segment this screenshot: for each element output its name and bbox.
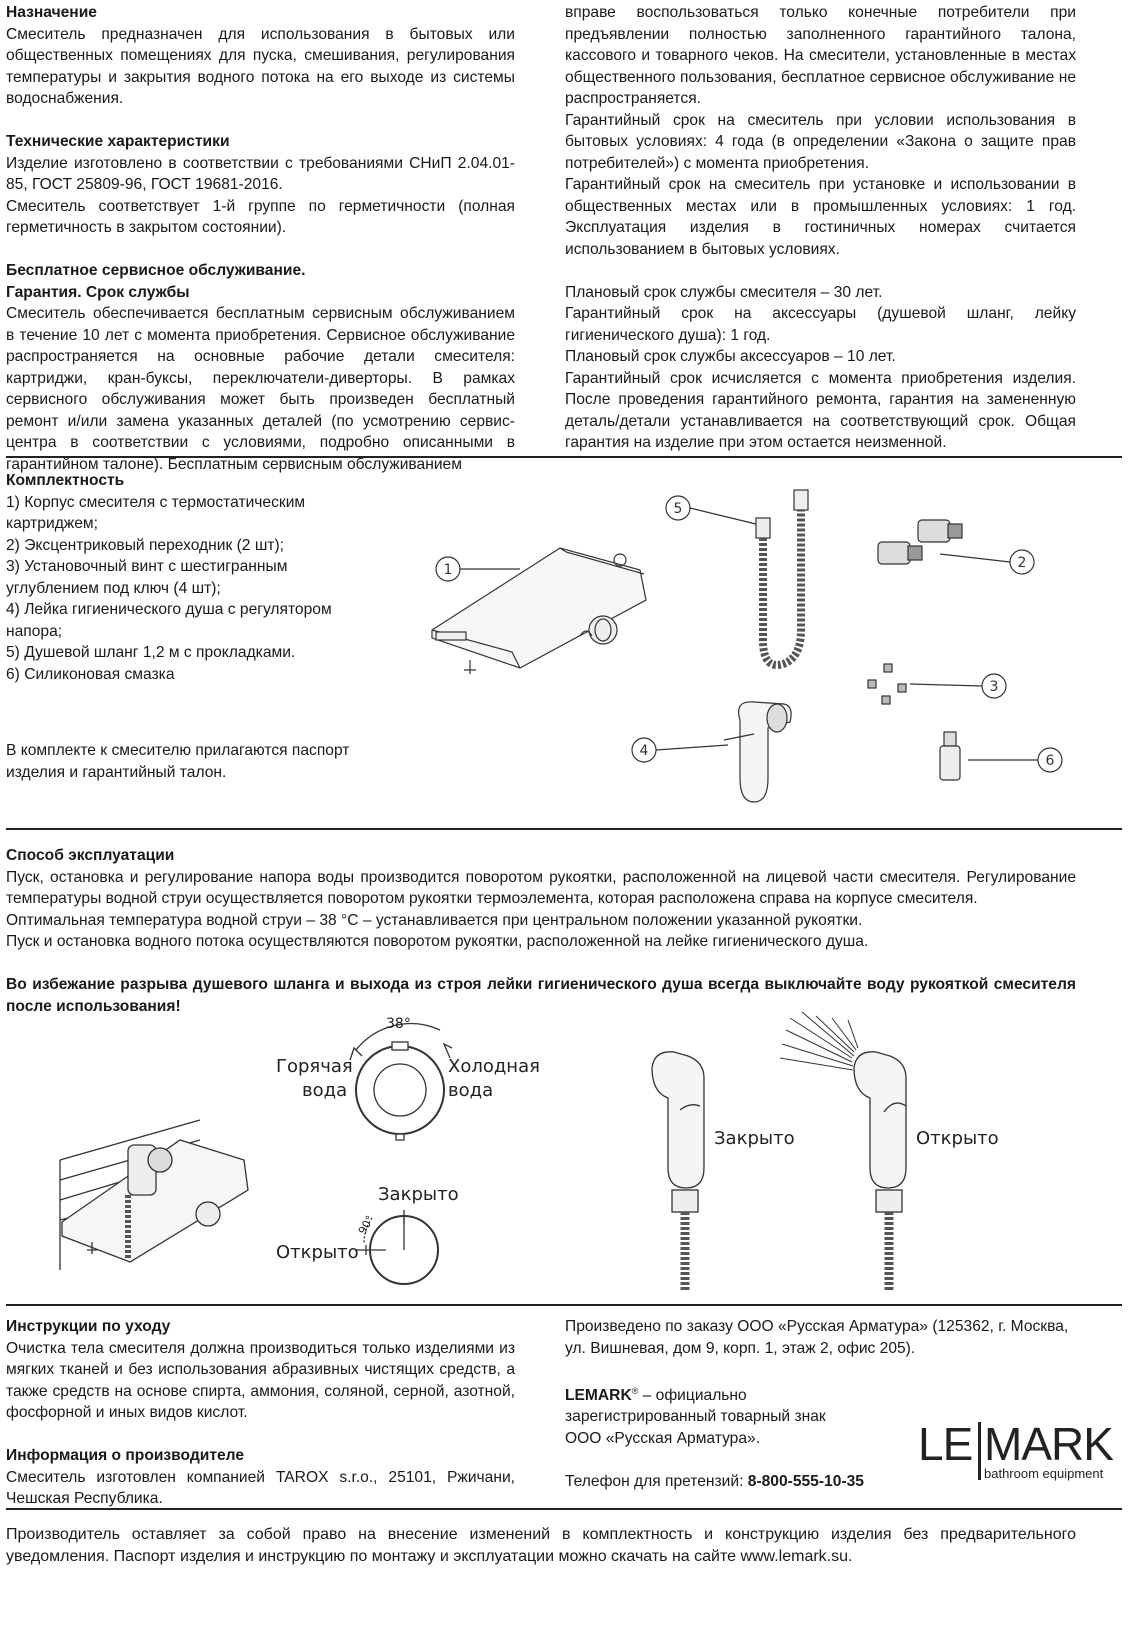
care-section — [6, 1316, 515, 1510]
warranty-p5: Гарантийный срок на аксессуары (душевой шланг, лейку гигиенического душа): 1 год. — [565, 305, 1076, 344]
usage-heading: Способ эксплуатации — [6, 847, 175, 864]
shower-closed-diagram — [652, 1052, 704, 1290]
shower-open-label: Открыто — [916, 1128, 999, 1149]
temperature-knob-diagram — [350, 1024, 452, 1140]
usage-warning: Во избежание разрыва душевого шланга и выхода из строя лейки гигиенического душа всегда выключайте воду рукояткой смесителя после использования! — [6, 976, 1076, 1015]
callout-label-6: 6 — [1045, 753, 1055, 769]
callout-label-4: 4 — [639, 743, 649, 759]
brand-reg: ® — [631, 1385, 639, 1396]
divider-4 — [6, 1508, 1122, 1510]
temp-38-label: 38° — [386, 1016, 411, 1032]
specs-line1: Изделие изготовлено в соответствии с требованиями СНиП 2.04.01-85, ГОСТ 25809-96, ГОСТ 19681-2016. — [6, 154, 515, 193]
shower-open-diagram — [780, 1012, 906, 1290]
angle-90-label: 90° — [355, 1213, 377, 1237]
care-heading: Инструкции по уходу — [6, 1318, 171, 1335]
callout-label-3: 3 — [989, 679, 999, 695]
kit-item: 5) Душевой шланг 1,2 м с прокладками. — [6, 644, 296, 661]
footer-text: Производитель оставляет за собой право на внесение изменений в комплектность и конструкцию изделия без предварительного уведомления. Паспорт изделия и инструкцию по монтажу и эксплуатации можно скачать на сайте www.lemark.su. — [6, 1526, 1076, 1565]
phone-label: Телефон для претензий: — [565, 1472, 748, 1490]
usage-text-3: Пуск и остановка водного потока осуществляются поворотом рукоятки, расположенной на лейке гигиенического душа. — [6, 933, 869, 950]
warranty-p1: вправе воспользоваться только конечные потребители при предъявлении полностью заполненного гарантийного талона, кассового и товарного чеков. На смесители, установленные в местах общественного пользования, бесплатное сервисное обслуживание не распространяется. — [565, 4, 1076, 107]
purpose-text: Смеситель предназначен для использования в бытовых или общественных помещениях для пуска, смешивания, регулирования температуры и закрытия водного потока на его выходе из системы водоснабжения. — [6, 25, 515, 107]
kit-item: 6) Силиконовая смазка — [6, 665, 175, 683]
divider-3 — [6, 1304, 1122, 1306]
logo-text-mark: MARK — [984, 1418, 1113, 1470]
kit-heading: Комплектность — [6, 472, 125, 489]
callout-label-2: 2 — [1017, 555, 1027, 571]
specs-line2: Смеситель соответствует 1-й группе по герметичности (полная герметичность в закрытом состоянии). — [6, 197, 515, 236]
cold-water-label-2: вода — [448, 1080, 494, 1101]
footer — [6, 1524, 1076, 1568]
kit-item: 4) Лейка гигиенического душа с регулятором напора; — [6, 601, 332, 640]
callout-label-5: 5 — [673, 501, 683, 517]
usage-text-2: Оптимальная температура водной струи – 38 °C – устанавливается при центральном положении указанной рукоятки. — [6, 911, 863, 929]
logo-tagline: bathroom equipment — [984, 1466, 1104, 1481]
maker-text: Смеситель изготовлен компанией TAROX s.r.o., 25101, Ржичани, Чешская Республика. — [6, 1468, 515, 1507]
hot-water-label-2: вода — [302, 1080, 348, 1101]
warranty-p4: Плановый срок службы смесителя – 30 лет. — [565, 283, 883, 301]
phone-number: 8-800-555-10-35 — [747, 1472, 864, 1490]
purpose-heading: Назначение — [6, 4, 97, 21]
logo-text-le: LE — [918, 1418, 973, 1470]
service-text: Смеситель обеспечивается бесплатным сервисным обслуживанием в течение 10 лет с момента приобретения. Сервисное обслуживание распространяется на основные рабочие детали смесителя: картриджи, кран-буксы, переключатели-диверторы. В рамках сервисного обслуживания может быть произведен бесплатный ремонт и/или замена указанных деталей (по усмотрению сервис-центра в соответствии с условиями, подробно описанными в гарантийном талоне). Бесплатным сервисным обслуживанием — [6, 305, 515, 473]
maker-heading: Информация о производителе — [6, 1447, 245, 1464]
brand-rest-3: ООО «Русская Арматура». — [565, 1429, 761, 1447]
brand-rest-1: – официально — [638, 1386, 747, 1404]
specs-heading: Технические характеристики — [6, 133, 230, 150]
knob-closed-label: Закрыто — [378, 1184, 459, 1205]
usage-text-1: Пуск, остановка и регулирование напора воды производится поворотом рукоятки, расположенной на лицевой части смесителя. Регулирование температуры водной струи осуществляется поворотом рукоятки термоэлемента, которая расположена справа на корпусе смесителя. — [6, 868, 1076, 907]
service-heading: Бесплатное сервисное обслуживание. — [6, 262, 306, 279]
installed-mixer-diagram — [60, 1120, 248, 1270]
lemark-logo — [918, 1416, 1120, 1484]
kit-item: 2) Эксцентриковый переходник (2 шт); — [6, 536, 284, 554]
brand-name: LEMARK — [565, 1386, 632, 1404]
callout-label-1: 1 — [443, 562, 453, 578]
brand-line — [565, 1381, 1076, 1407]
hot-water-label-1: Горячая — [276, 1056, 353, 1077]
water-spray — [780, 1012, 858, 1070]
warranty-heading: Гарантия. Срок службы — [6, 283, 190, 301]
company-ordered: Произведено по заказу ООО «Русская Арматура» (125362, г. Москва, ул. Вишневая, дом 9, корп. 1, этаж 2, офис 205). — [565, 1318, 1069, 1357]
warranty-p7: Гарантийный срок исчисляется с момента приобретения изделия. После проведения гарантийного ремонта, гарантия на замененную деталь/детали устанавливается на соответствующий срок. Общая гарантия на изделие при этом остается неизменной. — [565, 369, 1076, 451]
kit-item: 1) Корпус смесителя с термостатическим картриджем; — [6, 493, 306, 532]
warranty-p6: Плановый срок службы аксессуаров – 10 лет. — [565, 348, 896, 365]
brand-rest-2: зарегистрированный товарный знак — [565, 1408, 826, 1426]
warranty-p2: Гарантийный срок на смеситель при условии использования в бытовых условиях: 4 года (в определении «Закона о защите прав потребителей») с момента приобретения. — [565, 111, 1076, 172]
warranty-p3: Гарантийный срок на смеситель при установке и использовании в общественных местах или в промышленных условиях: 1 год. Эксплуатация изделия в гостиничных номерах считается использованием в бытовых условиях. — [565, 176, 1076, 258]
shower-closed-label: Закрыто — [714, 1128, 795, 1149]
knob-open-label: Открыто — [276, 1242, 359, 1263]
cold-water-label-1: Холодная — [448, 1056, 540, 1077]
kit-note: В комплекте к смесителю прилагаются паспорт изделия и гарантийный талон. — [6, 742, 350, 781]
kit-item: 3) Установочный винт с шестигранным углублением под ключ (4 шт); — [6, 558, 288, 597]
care-text: Очистка тела смесителя должна производиться только изделиями из мягких тканей и без использования абразивных чистящих средств, а также средств на основе спирта, аммония, соляной, серной, азотной, фосфорной и иных видов кислот. — [6, 1339, 515, 1421]
